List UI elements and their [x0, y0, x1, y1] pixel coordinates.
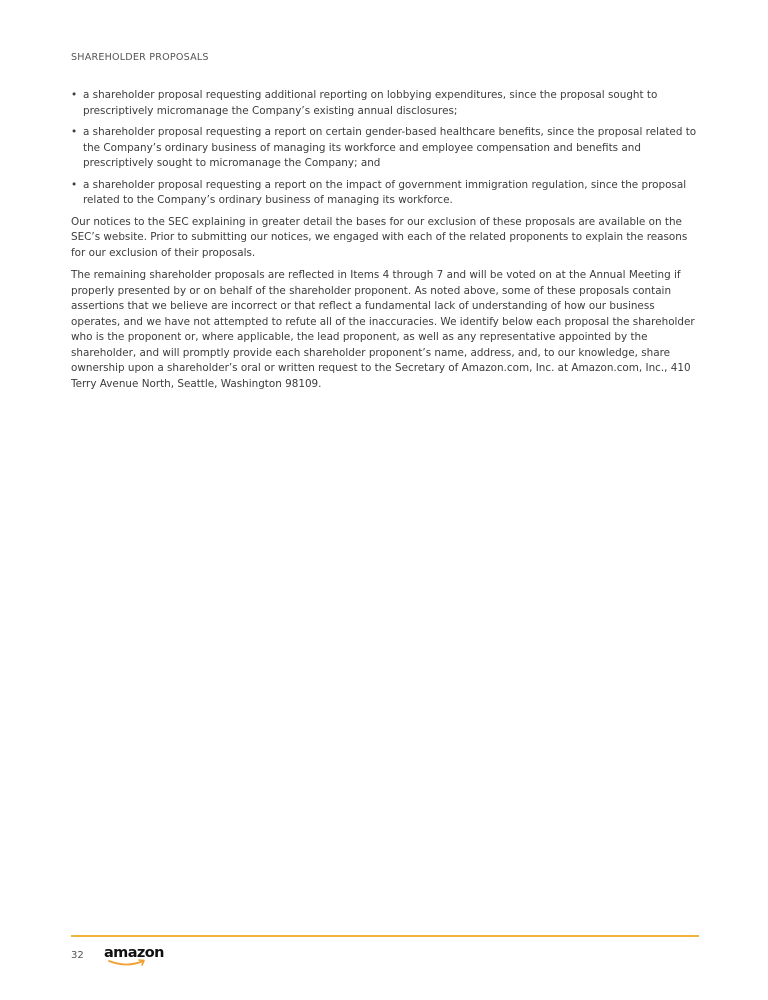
bullet-dot-icon: •	[71, 89, 78, 101]
list-item-text: a shareholder proposal requesting additional reporting on lobbying expenditures, since the proposal sought to prescriptively micromanage the Company’s existing annual disclosures;	[83, 89, 658, 117]
paragraph-remaining-proposals: The remaining shareholder proposals are reflected in Items 4 through 7 and will be voted on at the Annual Meeting if properly presented by or on behalf of the shareholder proponent. As noted above, some of these proposals contain assertions that we believe are incorrect or that reflect a fundamental lack of understanding of how our business operates, and we have not attempted to refute all of the inaccuracies. We identify below each proposal the shareholder who is the proponent or, where applicable, the lead proponent, as well as any representative appointed by the shareholder, and will promptly provide each shareholder proponent’s name, address, and, to our knowledge, share ownership upon a shareholder’s oral or written request to the Secretary of Amazon.com, Inc. at Amazon.com, Inc., 410 Terry Avenue North, Seattle, Washington 98109.	[71, 269, 695, 390]
list-item-text: a shareholder proposal requesting a report on the impact of government immigration regulation, since the proposal related to the Company’s ordinary business of managing its workforce.	[83, 178, 687, 206]
paragraph-sec-notices: Our notices to the SEC explaining in greater detail the bases for our exclusion of these proposals are available on the SEC’s website. Prior to submitting our notices, we engaged with each of the related proponents to explain the reasons for our exclusion of their proposals.	[71, 215, 688, 259]
bullet-dot-icon: •	[71, 126, 78, 138]
page-number: 32	[71, 950, 84, 961]
amazon-logo-icon	[104, 945, 164, 971]
bullet-dot-icon: •	[71, 178, 78, 191]
logo-wordmark: amazon	[104, 945, 164, 961]
section-header: SHAREHOLDER PROPOSALS	[71, 52, 209, 63]
list-item	[71, 88, 699, 119]
bullet-list	[71, 88, 699, 209]
list-item	[71, 178, 699, 209]
list-item	[71, 125, 699, 172]
footer-divider	[71, 935, 699, 937]
list-item-text: a shareholder proposal requesting a report on certain gender-based healthcare benefits, since the proposal related to the Company’s ordinary business of managing its workforce and employee compensation and benefits and prescriptively sought to micromanage the Company; and	[83, 126, 697, 169]
main-content	[71, 88, 699, 399]
smile-arrow-icon	[107, 959, 149, 968]
